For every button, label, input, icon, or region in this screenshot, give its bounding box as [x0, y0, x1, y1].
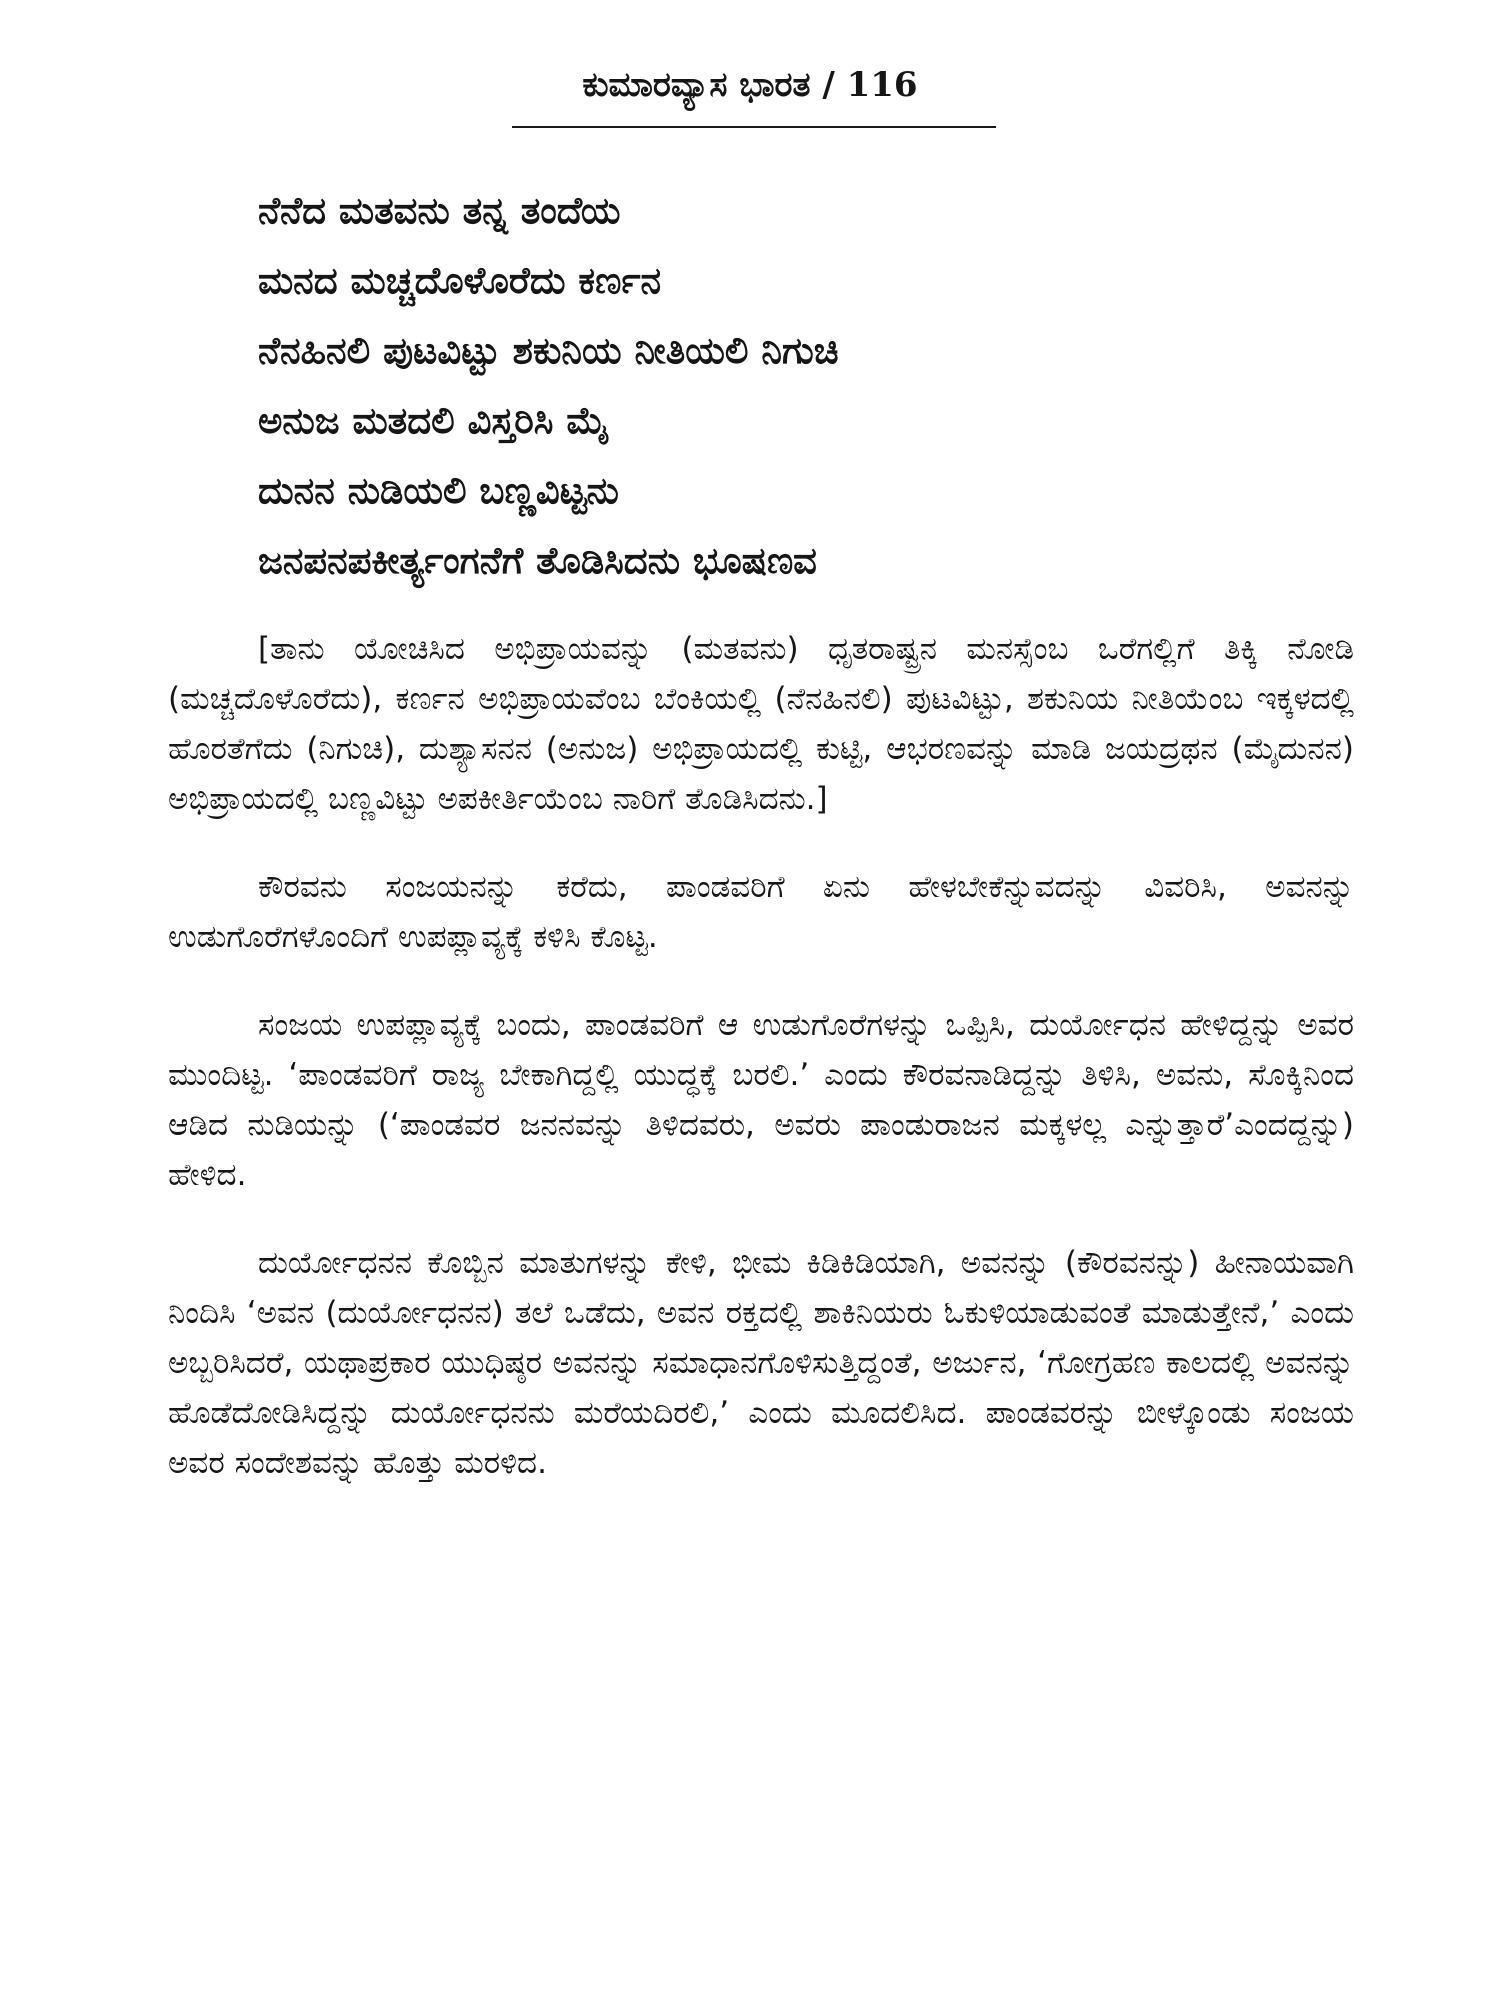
running-header [0, 60, 1500, 110]
verse-line: ನೆನಹಿನಲಿ ಪುಟವಿಟ್ಟು ಶಕುನಿಯ ನೀತಿಯಲಿ ನಿಗುಚಿ [258, 329, 839, 372]
verse-stanza [258, 176, 1398, 596]
verse-line: ಮನದ ಮಚ್ಚದೊಳೊರೆದು ಕರ್ಣನ [258, 259, 662, 302]
header-separator: / [822, 65, 835, 105]
body-paragraph: ದುರ್ಯೋಧನನ ಕೊಬ್ಬಿನ ಮಾತುಗಳನ್ನು ಕೇಳಿ, ಭೀಮ ಕಿಡಿಕಿಡಿಯಾಗಿ, ಅವನನ್ನು (ಕೌರವನನ್ನು) ಹೀನಾಯವಾಗಿ ನಿಂದಿಸಿ ‘ಅವನ (ದುರ್ಯೋಧನನ) ತಲೆ ಒಡೆದು, ಅವನ ರಕ್ತದಲ್ಲಿ ಶಾಕಿನಿಯರು ಓಕುಳಿಯಾಡುವಂತೆ ಮಾಡುತ್ತೇನೆ,’ ಎಂದು ಅಬ್ಬರಿಸಿದರೆ, ಯಥಾಪ್ರಕಾರ ಯುಧಿಷ್ಠರ ಅವನನ್ನು ಸಮಾಧಾನಗೊಳಿಸುತ್ತಿದ್ದಂತೆ, ಅರ್ಜುನ, ‘ಗೋಗ್ರಹಣ ಕಾಲದಲ್ಲಿ ಅವನನ್ನು ಹೊಡೆದೋಡಿಸಿದ್ದನ್ನು ದುರ್ಯೋಧನನು ಮರೆಯದಿರಲಿ,’ ಎಂದು ಮೂದಲಿಸಿದ. ಪಾಂಡವರನ್ನು ಬೀಳ್ಕೊಂಡು ಸಂಜಯ ಅವರ ಸಂದೇಶವನ್ನು ಹೊತ್ತು ಮರಳಿದ. [168, 1245, 1354, 1481]
book-title: ಕುಮಾರವ್ಯಾಸ ಭಾರತ [582, 65, 811, 105]
body-paragraph: ಸಂಜಯ ಉಪಪ್ಲಾವ್ಯಕ್ಕೆ ಬಂದು, ಪಾಂಡವರಿಗೆ ಆ ಉಡುಗೊರೆಗಳನ್ನು ಒಪ್ಪಿಸಿ, ದುರ್ಯೋಧನ ಹೇಳಿದ್ದನ್ನು ಅವರ ಮುಂದಿಟ್ಟ. ‘ಪಾಂಡವರಿಗೆ ರಾಜ್ಯ ಬೇಕಾಗಿದ್ದಲ್ಲಿ ಯುದ್ಧಕ್ಕೆ ಬರಲಿ.’ ಎಂದು ಕೌರವನಾಡಿದ್ದನ್ನು ತಿಳಿಸಿ, ಅವನು, ಸೊಕ್ಕಿನಿಂದ ಆಡಿದ ನುಡಿಯನ್ನು (‘ಪಾಂಡವರ ಜನನವನ್ನು ತಿಳಿದವರು, ಅವರು ಪಾಂಡುರಾಜನ ಮಕ್ಕಳಲ್ಲ ಎನ್ನುತ್ತಾರೆ’ಎಂದದ್ದನ್ನು) ಹೇಳಿದ. [168, 1007, 1354, 1193]
body-paragraph: ಕೌರವನು ಸಂಜಯನನ್ನು ಕರೆದು, ಪಾಂಡವರಿಗೆ ಏನು ಹೇಳಬೇಕೆನ್ನುವದನ್ನು ವಿವರಿಸಿ, ಅವನನ್ನು ಉಡುಗೊರೆಗಳೊಂದಿಗೆ ಉಪಪ್ಲಾವ್ಯಕ್ಕೆ ಕಳಿಸಿ ಕೊಟ್ಟ. [168, 869, 1354, 955]
header-rule [512, 126, 996, 128]
verse-line: ನೆನೆದ ಮತವನು ತನ್ನ ತಂದೆಯ [258, 189, 621, 232]
page-number: 116 [846, 65, 918, 105]
verse-line: ದುನನ ನುಡಿಯಲಿ ಬಣ್ಣವಿಟ್ಟನು [258, 469, 619, 512]
verse-line: ಜನಪನಪಕೀರ್ತ್ಯಂಗನೆಗೆ ತೊಡಿಸಿದನು ಭೂಷಣವ [258, 539, 817, 582]
verse-explanation-paragraph: [ತಾನು ಯೋಚಿಸಿದ ಅಭಿಪ್ರಾಯವನ್ನು (ಮತವನು) ಧೃತರಾಷ್ಟ್ರನ ಮನಸ್ಸೆಂಬ ಒರೆಗಲ್ಲಿಗೆ ತಿಕ್ಕಿ ನೋಡಿ (ಮಚ್ಚದೊಳೊರೆದು), ಕರ್ಣನ ಅಭಿಪ್ರಾಯವೆಂಬ ಬೆಂಕಿಯಲ್ಲಿ (ನೆನಹಿನಲಿ) ಪುಟವಿಟ್ಟು, ಶಕುನಿಯ ನೀತಿಯೆಂಬ ಇಕ್ಕಳದಲ್ಲಿ ಹೊರತೆಗೆದು (ನಿಗುಚಿ), ದುಶ್ಯಾಸನನ (ಅನುಜ) ಅಭಿಪ್ರಾಯದಲ್ಲಿ ಕುಟ್ಟಿ, ಆಭರಣವನ್ನು ಮಾಡಿ ಜಯದ್ರಥನ (ಮೈದುನನ) ಅಭಿಪ್ರಾಯದಲ್ಲಿ ಬಣ್ಣವಿಟ್ಟು ಅಪಕೀರ್ತಿಯೆಂಬ ನಾರಿಗೆ ತೊಡಿಸಿದನು.] [168, 631, 1354, 817]
verse-line: ಅನುಜ ಮತದಲಿ ವಿಸ್ತರಿಸಿ ಮೈ [258, 399, 610, 442]
body-text [168, 624, 1354, 1488]
